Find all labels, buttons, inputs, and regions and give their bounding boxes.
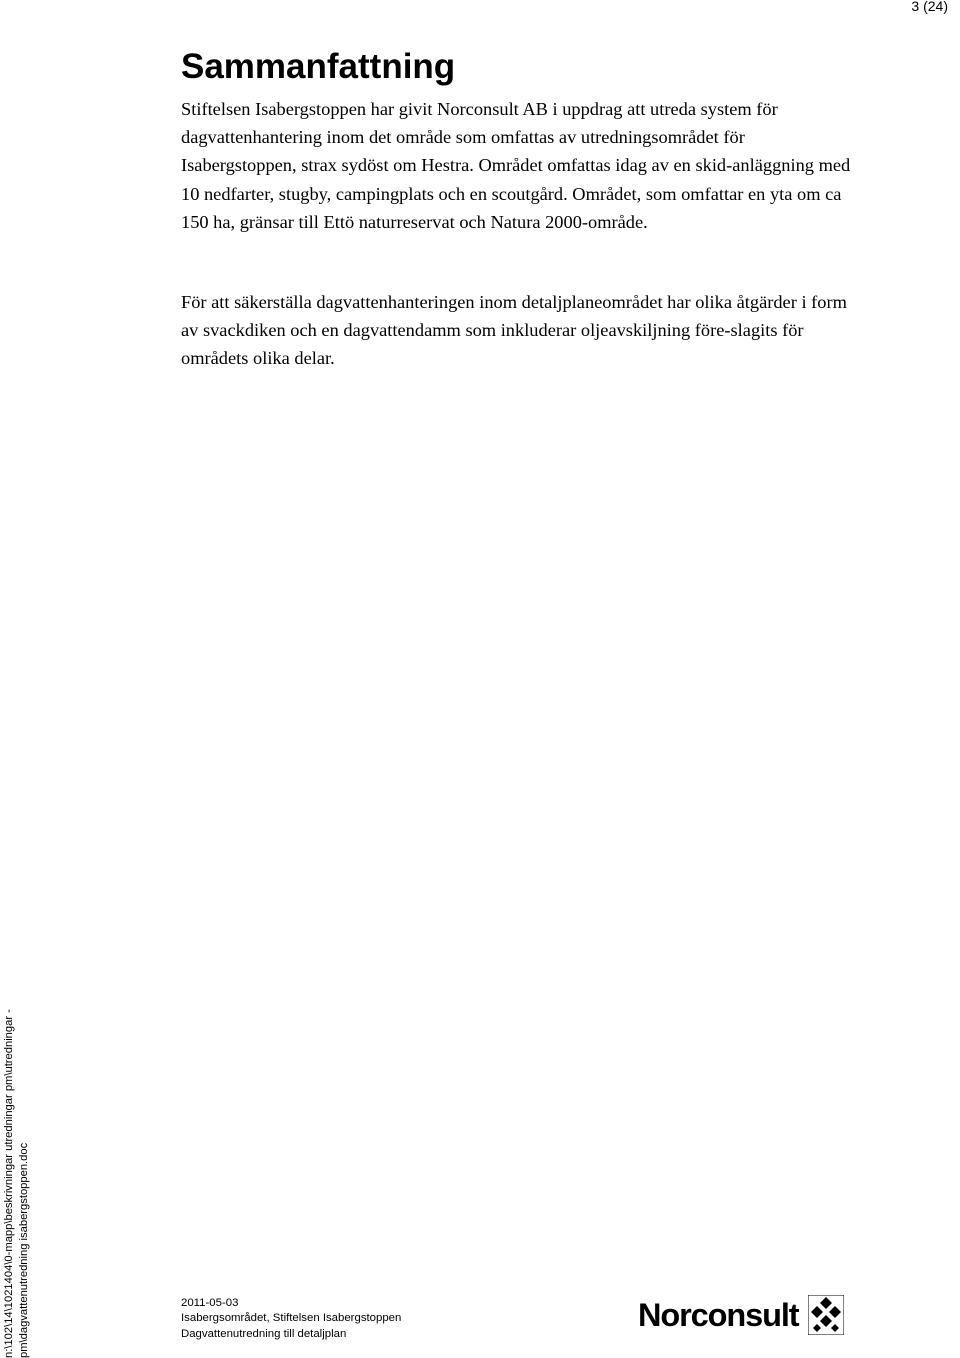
- page-number: 3 (24): [911, 0, 948, 14]
- file-path-margin: [2, 1009, 32, 1358]
- norconsult-logo: [638, 1293, 848, 1337]
- footer-metadata: [181, 1296, 401, 1342]
- summary-paragraph-1: Stiftelsen Isabergstoppen har givit Norconsult AB i uppdrag att utreda system för dagvattenhantering inom det område som omfattas av utredningsområdet för Isabergstoppen, strax sydöst om Hestra. Området omfattas idag av en skid-anläggning med 10 nedfarter, stugby, campingplats och en scoutgård. Området, som omfattar en yta om ca 150 ha, gränsar till Ettö naturreservat och Natura 2000-område.: [181, 99, 851, 232]
- summary-paragraph-2: För att säkerställa dagvattenhanteringen inom detaljplaneområdet har olika åtgärder i form av svackdiken och en dagvattendamm som inkluderar oljeavskiljning före-slagits för områdets olika delar.: [181, 292, 847, 369]
- file-path-line-2: pm\dagvattenutredning isabergstoppen.doc: [18, 1142, 30, 1358]
- footer-project: Isabergsområdet, Stiftelsen Isabergstoppen: [181, 1312, 402, 1325]
- footer-subject: Dagvattenutredning till detaljplan: [181, 1327, 347, 1340]
- file-path-line-1: n:\102\14\1021404\0-mapp\beskrivningar utredningar pm\utredningar -: [3, 1009, 15, 1358]
- section-title: Sammanfattning: [181, 47, 456, 86]
- logo-wordmark: Norconsult: [638, 1297, 799, 1333]
- footer-date: 2011-05-03: [181, 1297, 239, 1309]
- norconsult-diamond-logo-icon: [808, 1295, 844, 1335]
